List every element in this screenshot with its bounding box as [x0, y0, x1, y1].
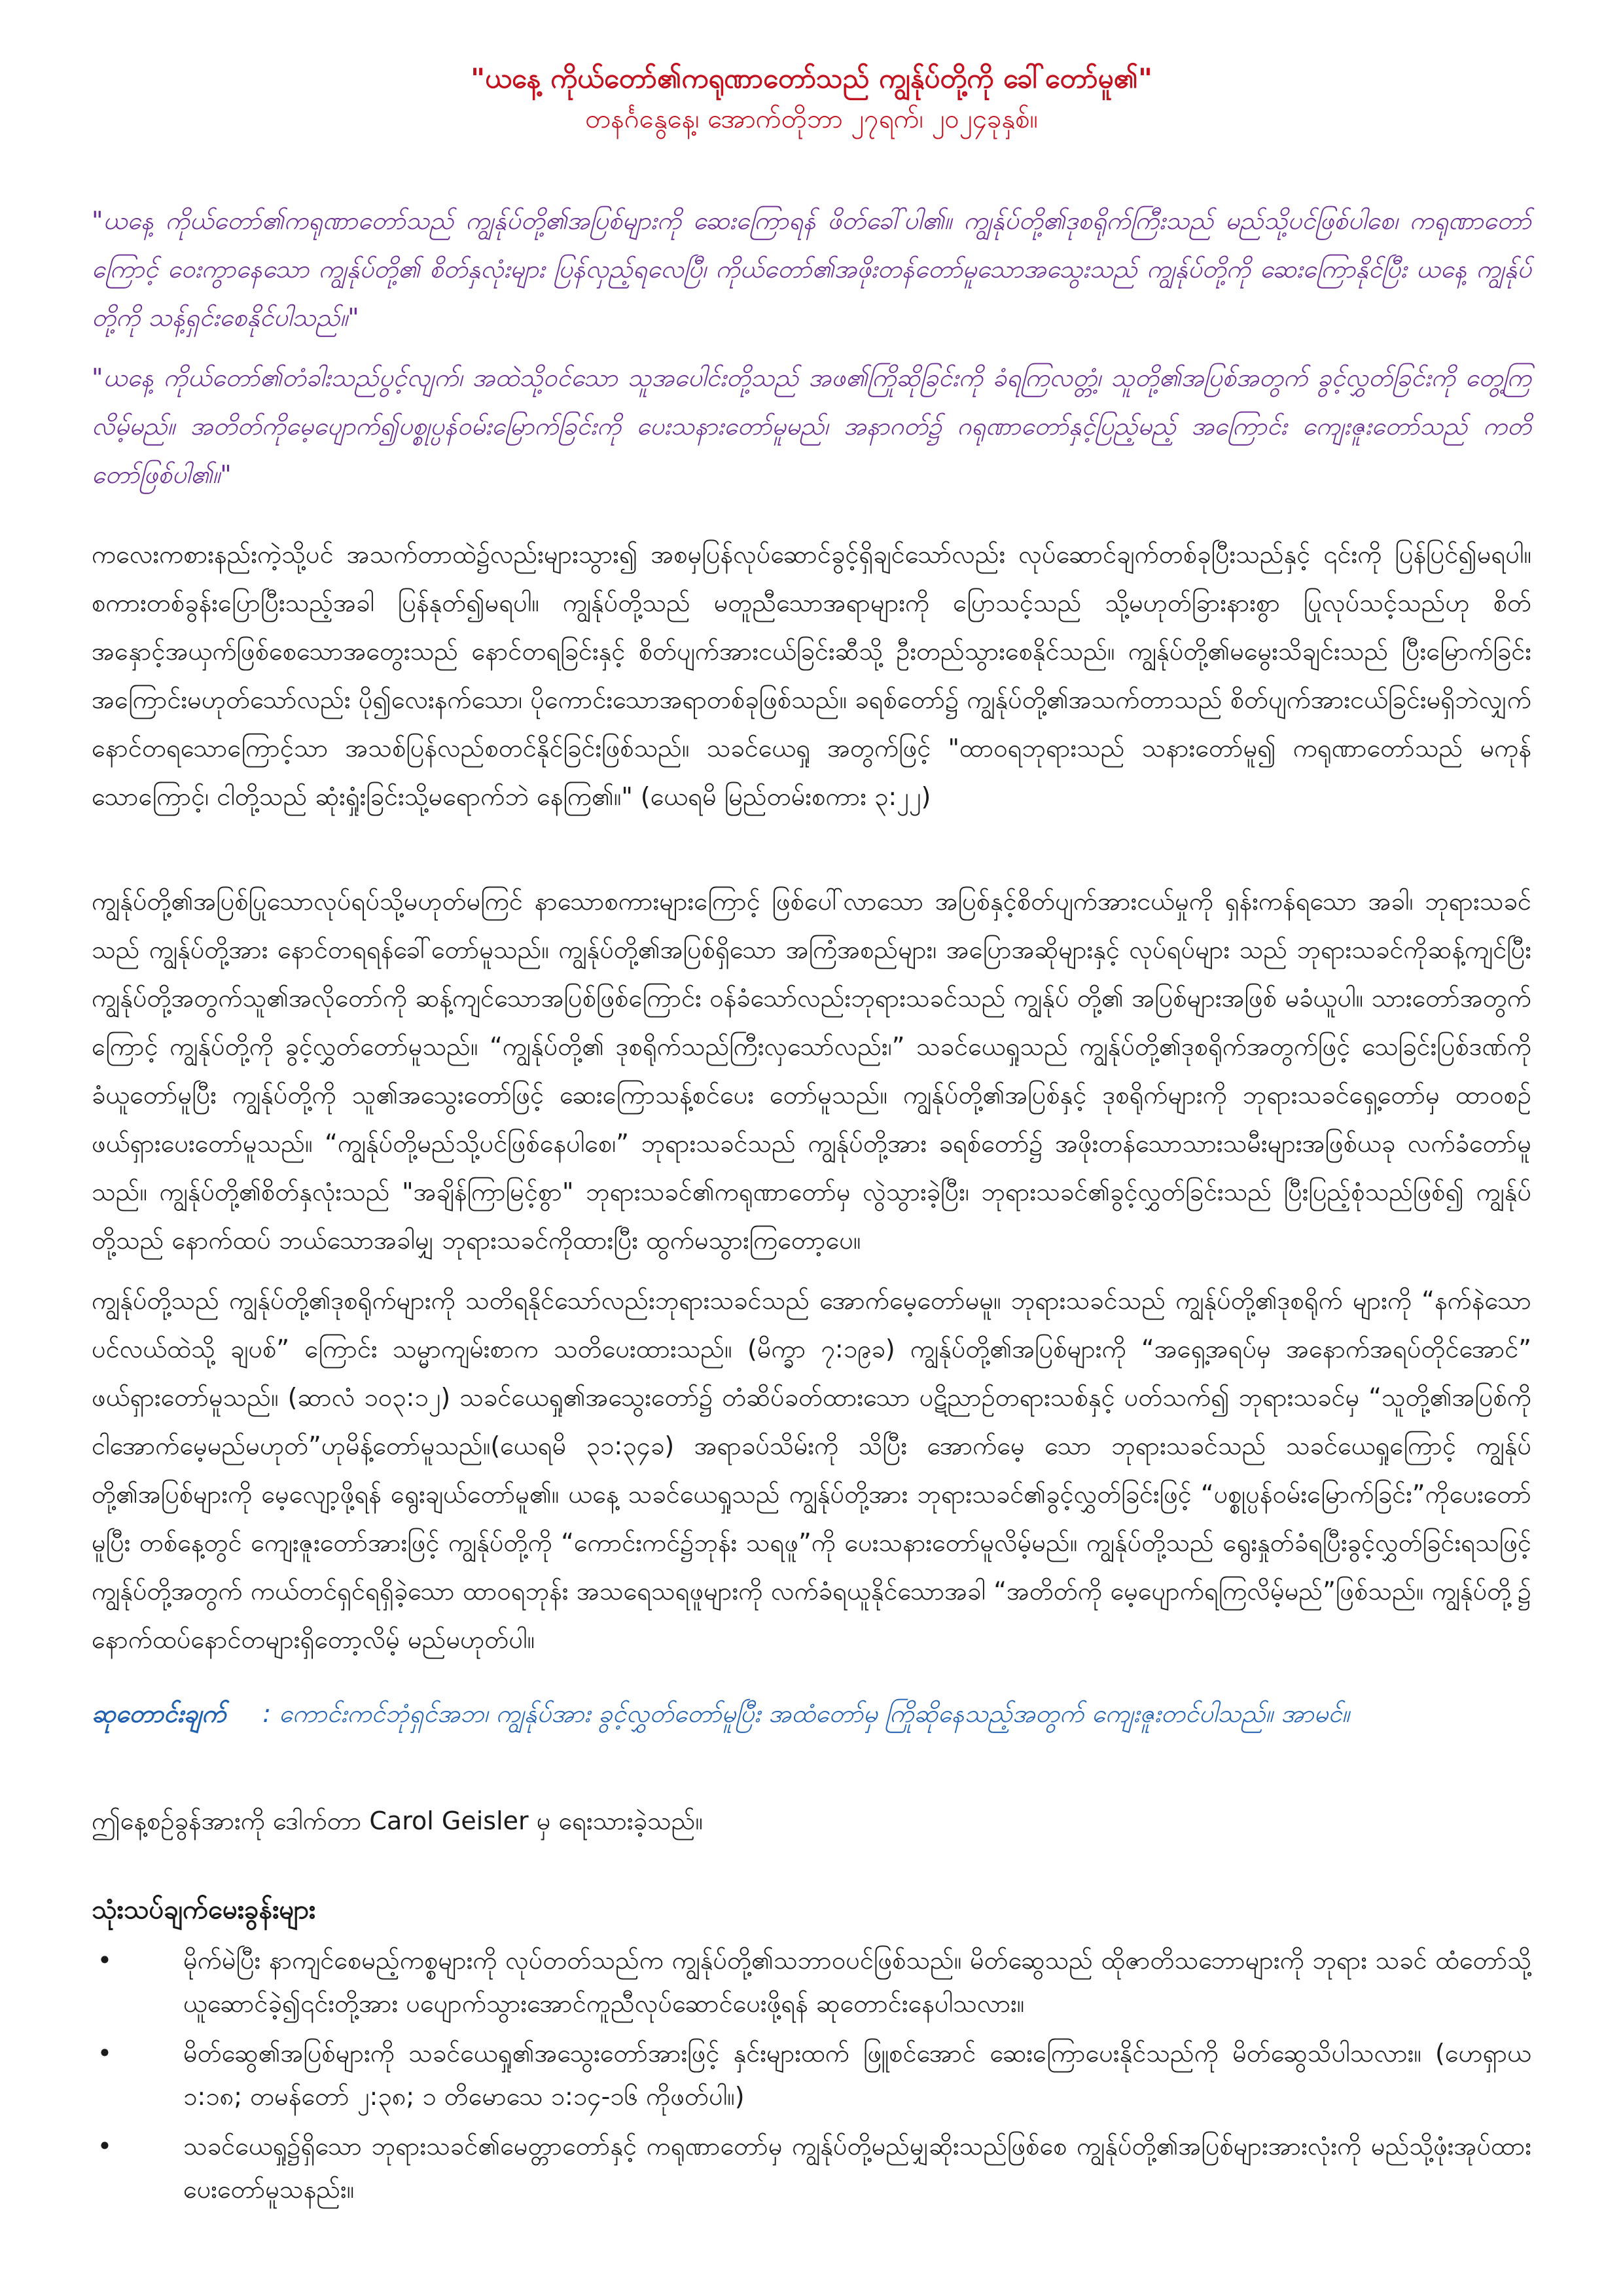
prayer [92, 1694, 1531, 1733]
page-title: "ယနေ့ ကိုယ်တော်၏ကရုဏာတော်သည် ကျွန်ုပ်တို့ကို ခေါ်တော်မူ၏" [471, 62, 1152, 94]
header [0, 58, 1623, 139]
question-text: မိုက်မဲပြီး နာကျင်စေမည့်ကစ္စများကို လုပ်တတ်သည်က ကျွန်ုပ်တို့၏သဘာဝပင်ဖြစ်သည်။ မိတ်ဆွေသည် ထိုဇာတိသဘောများကို ဘုရား သခင် ထံတော်သို့ ယူဆောင်ခဲ့၍၎င်းတို့အား ပပျောက်သွားအောင်ကူညီလုပ်ဆောင်ပေးဖို့ရန် ဆုတောင်းနေပါသလား။ [183, 1946, 1531, 2018]
bullet-icon: • [97, 1946, 113, 1975]
author-line: ဤနေ့စဉ်ခွန်အားကို ဒေါက်တာ Carol Geisler မှ ရေးသားခဲ့သည်။ [92, 1806, 703, 1835]
body-paragraph-1: ကလေးကစားနည်းကဲ့သို့ပင် အသက်တာထဲ၌လည်းများသွား၍ အစမှပြန်လုပ်ဆောင်ခွင့်ရှိချင်သော်လည်း လုပ်ဆောင်ချက်တစ်ခုပြီးသည်နှင့် ၎င်းကို ပြန်ပြင်၍မရပါ။ စကားတစ်ခွန်းပြောပြီးသည့်အခါ ပြန်နုတ်၍မရပါ။ ကျွန်ုပ်တို့သည် မတူညီသောအရာများကို ပြောသင့်သည် သို့မဟုတ်ခြားနားစွာ ပြုလုပ်သင့်သည်ဟု စိတ်အနှောင့်အယှက်ဖြစ်စေသောအတွေးသည် နောင်တရခြင်းနှင့် စိတ်ပျက်အားငယ်ခြင်းဆီသို့ ဦးတည်သွားစေနိုင်သည်။ ကျွန်ုပ်တို့၏မမွေးသိချင်းသည် ပြီးမြောက်ခြင်းအကြောင်းမဟုတ်သော်လည်း ပို၍လေးနက်သော၊ ပိုကောင်းသောအရာတစ်ခုဖြစ်သည်။ ခရစ်တော်၌ ကျွန်ုပ်တို့၏အသက်တာသည် စိတ်ပျက်အားငယ်ခြင်းမရှိဘဲလျှက် နောင်တရသောကြောင့်သာ အသစ်ပြန်လည်စတင်နိုင်ခြင်းဖြစ်သည်။ သခင်ယေရှု အတွက်ဖြင့် "ထာဝရဘုရားသည် သနားတော်မူ၍ ကရုဏာတော်သည် မကုန်သောကြောင့်၊ ငါတို့သည် ဆုံးရှုံးခြင်းသို့မရောက်ဘဲ နေကြ၏။" (ယေရမိ မြည်တမ်းစကား ၃:၂၂) [92, 540, 1531, 811]
bullet-icon: • [97, 2039, 113, 2068]
questions-heading: သုံးသပ်ချက်မေးခွန်းများ [92, 1895, 316, 1925]
questions-list [92, 1939, 1531, 2217]
quote-2: "ယနေ့ ကိုယ်တော်၏တံခါးသည်ပွင့်လျက်၊ အထဲသို့ဝင်သော သူအပေါင်းတို့သည် အဖ၏ကြိုဆိုခြင်းကို ခံရကြလတ္တံ့၊ သူတို့၏အပြစ်အတွက် ခွင့်လွှတ်ခြင်းကို တွေ့ကြလိမ့်မည်။ အတိတ်ကိုမေ့ပျောက်၍ပစ္စုပ္ပန်ဝမ်းမြောက်ခြင်းကို ပေးသနားတော်မူမည်၊ အနာဂတ်၌ ဂရုဏာတော်နှင့်ပြည့်မည့် အကြောင်း ကျေးဇူးတော်သည် ကတိတော်ဖြစ်ပါ၏။" [92, 363, 1531, 489]
question-text: သခင်ယေရှု၌ရှိသော ဘုရားသခင်၏မေတ္တာတော်နှင့် ကရုဏာတော်မှ ကျွန်ုပ်တို့မည်မျှဆိုးသည်ဖြစ်စေ ကျွန်ုပ်တို့၏အပြစ်များအားလုံးကို မည်သို့ဖုံးအုပ်ထားပေးတော်မူသနည်း။ [183, 2132, 1531, 2204]
body-paragraph-2: ကျွန်ုပ်တို့၏အပြစ်ပြုသောလုပ်ရပ်သို့မဟုတ်မကြင် နာသောစကားများကြောင့် ဖြစ်ပေါ်လာသော အပြစ်နှင့်စိတ်ပျက်အားငယ်မှုကို ရှန်းကန်ရသော အခါ၊ ဘုရားသခင်သည် ကျွန်ုပ်တို့အား နောင်တရရန်ခေါ်တော်မူသည်။ ကျွန်ုပ်တို့၏အပြစ်ရှိသော အကြံအစည်များ၊ အပြောအဆိုများနှင့် လုပ်ရပ်များ သည် ဘုရားသခင်ကိုဆန့်ကျင်ပြီး ကျွန်ုပ်တို့အတွက်သူ၏အလိုတော်ကို ဆန့်ကျင်သောအပြစ်ဖြစ်ကြောင်း ဝန်ခံသော်လည်းဘုရားသခင်သည် ကျွန်ုပ် တို့၏ အပြစ်များအဖြစ် မခံယူပါ။ သားတော်အတွက်ကြောင့် ကျွန်ုပ်တို့ကို ခွင့်လွှတ်တော်မူသည်။ “ကျွန်ုပ်တို့၏ ဒုစရိုက်သည်ကြီးလှသော်လည်း၊” သခင်ယေရှုသည် ကျွန်ုပ်တို့၏ဒုစရိုက်အတွက်ဖြင့် သေခြင်းပြစ်ဒဏ်ကို ခံယူတော်မူပြီး ကျွန်ုပ်တို့ကို သူ၏အသွေးတော်ဖြင့် ဆေးကြောသန့်စင်ပေး တော်မူသည်။ ကျွန်ုပ်တို့၏အပြစ်နှင့် ဒုစရိုက်များကို ဘုရားသခင်ရှေ့တော်မှ ထာဝစဉ်ဖယ်ရှားပေးတော်မူသည်။ “ကျွန်ုပ်တို့မည်သို့ပင်ဖြစ်နေပါစေ၊” ဘုရားသခင်သည် ကျွန်ုပ်တို့အား ခရစ်တော်၌ အဖိုးတန်သောသားသမီးများအဖြစ်ယခု လက်ခံတော်မူသည်။ ကျွန်ုပ်တို့၏စိတ်နှလုံးသည် "အချိန်ကြာမြင့်စွာ" ဘုရားသခင်၏ကရုဏာတော်မှ လွဲသွားခဲ့ပြီး၊ ဘုရားသခင်၏ခွင့်လွှတ်ခြင်းသည် ပြီးပြည့်စုံသည်ဖြစ်၍ ကျွန်ုပ်တို့သည် နောက်ထပ် ဘယ်သောအခါမျှ ဘုရားသခင်ကိုထားပြီး ထွက်မသွားကြတော့ပေ။ [92, 887, 1531, 1255]
prayer-label: ဆုတောင်းချက် [92, 1699, 226, 1728]
prayer-text: : ကောင်းကင်ဘုံရှင်အဘ၊ ကျွန်ုပ်အား ခွင့်လွှတ်တော်မူပြီး အထံတော်မှ ကြိုဆိုနေသည့်အတွက် ကျေးဇူးတင်ပါသည်။ အာမင်။ [262, 1699, 1349, 1728]
body-paragraph-3: ကျွန်ုပ်တို့သည် ကျွန်ုပ်တို့၏ဒုစရိုက်များကို သတိရနိုင်သော်လည်းဘုရားသခင်သည် အောက်မေ့တော်မမူ။ ဘုရားသခင်သည် ကျွန်ုပ်တို့၏ဒုစရိုက် များကို “နက်နဲသောပင်လယ်ထဲသို့ ချပစ်” ကြောင်း သမ္မာကျမ်းစာက သတိပေးထားသည်။ (မိက္ခာ ၇:၁၉ခ) ကျွန်ုပ်တို့၏အပြစ်များကို “အရှေ့အရပ်မှ အနောက်အရပ်တိုင်အောင်” ဖယ်ရှားတော်မူသည်။ (ဆာလံ ၁၀၃:၁၂) သခင်ယေရှု၏အသွေးတော်၌ တံဆိပ်ခတ်ထားသော ပဋိညာဉ်တရားသစ်နှင့် ပတ်သက်၍ ဘုရားသခင်မှ “သူတို့၏အပြစ်ကို ငါအောက်မေ့မည်မဟုတ်”ဟုမိန့်တော်မူသည်။(ယေရမိ ၃၁:၃၄ခ) အရာခပ်သိမ်းကို သိပြီး အောက်မေ့ သော ဘုရားသခင်သည် သခင်ယေရှုကြောင့် ကျွန်ုပ်တို့၏အပြစ်များကို မေ့လျော့ဖို့ရန် ရွေးချယ်တော်မူ၏။ ယနေ့ သခင်ယေရှုသည် ကျွန်ုပ်တို့အား ဘုရားသခင်၏ခွင့်လွှတ်ခြင်းဖြင့် “ပစ္စုပ္ပန်ဝမ်းမြောက်ခြင်း”ကိုပေးတော်မူပြီး တစ်နေ့တွင် ကျေးဇူးတော်အားဖြင့် ကျွန်ုပ်တို့ကို “ကောင်းကင်၌ဘုန်း သရဖူ”ကို ပေးသနားတော်မူလိမ့်မည်။ ကျွန်ုပ်တို့သည် ရွေးနှုတ်ခံရပြီးခွင့်လွှတ်ခြင်းရသဖြင့် ကျွန်ုပ်တို့အတွက် ကယ်တင်ရှင်ရရှိခဲ့သော ထာဝရဘုန်း အသရေသရဖူများကို လက်ခံရယူနိုင်သောအခါ “အတိတ်ကို မေ့ပျောက်ရကြလိမ့်မည်”ဖြစ်သည်။ ကျွန်ုပ်တို့၌ နောက်ထပ်နောင်တများရှိတော့လိမ့် မည်မဟုတ်ပါ။ [92, 1286, 1531, 1654]
question-item [92, 1939, 1531, 2025]
quote-1: "ယနေ့ ကိုယ်တော်၏ကရုဏာတော်သည် ကျွန်ုပ်တို့၏အပြစ်များကို ဆေးကြောရန် ဖိတ်ခေါ်ပါ၏။ ကျွန်ုပ်တို့၏ဒုစရိုက်ကြီးသည် မည်သို့ပင်ဖြစ်ပါစေ၊ ကရုဏာတော်ကြောင့် ဝေးကွာနေသော ကျွန်ုပ်တို့၏ စိတ်နှလုံးများ ပြန်လှည့်ရလေပြီ၊ ကိုယ်တော်၏အဖိုးတန်တော်မူသောအသွေးသည် ကျွန်ုပ်တို့ကို ဆေးကြောနိုင်ပြီး ယနေ့ ကျွန်ုပ်တို့ကို သန့်ရှင်းစေနိုင်ပါသည်။" [92, 206, 1531, 332]
question-item [92, 2125, 1531, 2211]
page-date: တနင်္ဂနွေနေ့၊ အောက်တိုဘာ ၂၇ရက်၊ ၂၀၂၄ခုနှစ်။ [585, 104, 1038, 134]
question-item [92, 2032, 1531, 2118]
question-text: မိတ်ဆွေ၏အပြစ်များကို သခင်ယေရှု၏အသွေးတော်အားဖြင့် နှင်းများထက် ဖြူစင်အောင် ဆေးကြောပေးနိုင်သည်ကို မိတ်ဆွေသိပါသလား။ (ဟေရှာယ ၁:၁၈; တမန်တော် ၂:၃၈; ၁ တိမောသေ ၁:၁၄-၁၆ ကိုဖတ်ပါ။) [183, 2039, 1531, 2111]
bullet-icon: • [97, 2132, 113, 2161]
